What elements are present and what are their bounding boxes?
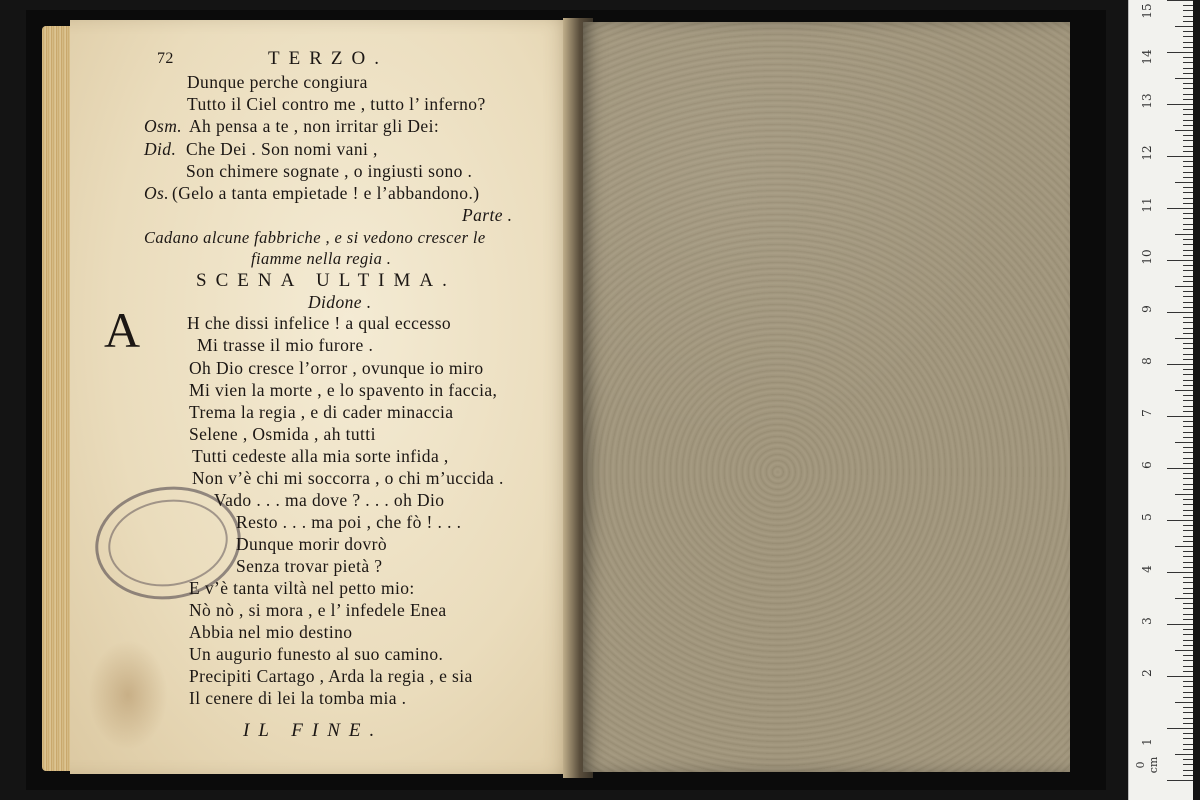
ruler-tick [1183, 47, 1193, 48]
ruler-tick [1175, 338, 1193, 339]
verse-line: (Gelo a tanta empietade ! e l’abbandono.) [172, 183, 480, 203]
verse-line: Tutto il Ciel contro me , tutto l’ inferno? [187, 94, 486, 114]
ruler-tick [1183, 21, 1193, 22]
verse-line: Selene , Osmida , ah tutti [189, 424, 376, 444]
verse-line: Che Dei . Son nomi vani , [186, 139, 378, 159]
ruler-tick [1183, 328, 1193, 329]
ruler-tick [1183, 551, 1193, 552]
ruler-tick [1183, 244, 1193, 245]
ruler-tick [1183, 31, 1193, 32]
ruler-tick [1183, 73, 1193, 74]
ruler-mark: 10 [1140, 249, 1154, 265]
ruler-tick [1175, 182, 1193, 183]
verse-line: Mi trasse il mio furore . [197, 335, 374, 355]
ruler-tick [1183, 270, 1193, 271]
ruler-tick [1183, 770, 1193, 771]
ruler-unit-label: 0 cm [1134, 756, 1160, 774]
ruler-tick [1183, 400, 1193, 401]
ruler-tick [1183, 712, 1193, 713]
page-number: 72 [157, 50, 174, 67]
ruler-tick [1175, 390, 1193, 391]
ruler-tick [1175, 130, 1193, 131]
ruler-tick [1175, 546, 1193, 547]
verse-line: Nò nò , si mora , e l’ infedele Enea [189, 600, 447, 620]
ruler-tick [1183, 707, 1193, 708]
ruler-tick [1183, 83, 1193, 84]
measurement-ruler [1128, 0, 1193, 800]
ruler-tick [1183, 265, 1193, 266]
ruler-mark: 8 [1140, 357, 1154, 365]
ruler-tick [1183, 530, 1193, 531]
ruler-tick [1183, 447, 1193, 448]
ruler-tick [1167, 728, 1193, 729]
ruler-tick [1183, 499, 1193, 500]
ruler-mark: 5 [1140, 513, 1154, 521]
ruler-tick [1183, 302, 1193, 303]
ruler-tick [1183, 556, 1193, 557]
ruler-tick [1183, 645, 1193, 646]
ruler-tick [1183, 385, 1193, 386]
ruler-tick [1167, 104, 1193, 105]
ruler-tick [1183, 229, 1193, 230]
ruler-tick [1183, 348, 1193, 349]
ruler-tick [1183, 640, 1193, 641]
speaker-osmida: Osm. [144, 116, 183, 136]
verse-line: Tutti cedeste alla mia sorte infida , [192, 446, 449, 466]
verse-line: Trema la regia , e di cader minaccia [189, 402, 454, 422]
ruler-tick [1183, 166, 1193, 167]
ruler-tick [1183, 582, 1193, 583]
ruler-tick [1167, 416, 1193, 417]
verse-line: Senza trovar pietà ? [236, 556, 383, 576]
ruler-tick [1167, 312, 1193, 313]
ruler-tick [1183, 307, 1193, 308]
ruler-tick [1183, 57, 1193, 58]
ruler-tick [1183, 686, 1193, 687]
ruler-tick [1183, 619, 1193, 620]
ruler-tick [1183, 593, 1193, 594]
ruler-tick [1183, 16, 1193, 17]
closing-line: IL FINE. [243, 720, 384, 741]
ruler-tick [1167, 260, 1193, 261]
running-head: TERZO. [268, 48, 388, 69]
ruler-tick [1183, 515, 1193, 516]
ruler-tick [1183, 671, 1193, 672]
ruler-tick [1183, 437, 1193, 438]
ruler-tick [1183, 281, 1193, 282]
ruler-mark: 11 [1140, 197, 1154, 213]
ruler-tick [1167, 52, 1193, 53]
ruler-tick [1183, 187, 1193, 188]
verse-line: Son chimere sognate , o ingiusti sono . [186, 161, 473, 181]
ruler-mark: 4 [1140, 565, 1154, 573]
ruler-tick [1183, 42, 1193, 43]
ruler-tick [1183, 458, 1193, 459]
ruler-tick [1183, 135, 1193, 136]
verse-line: H che dissi infelice ! a qual eccesso [187, 313, 452, 333]
ruler-tick [1183, 296, 1193, 297]
verse-line: Oh Dio cresce l’orror , ovunque io miro [189, 358, 484, 378]
ruler-tick [1183, 608, 1193, 609]
ruler-tick [1183, 738, 1193, 739]
ruler-tick [1183, 120, 1193, 121]
speaker-osmida-short: Os. [144, 183, 170, 203]
verse-line: E v’è tanta viltà nel petto mio: [189, 578, 415, 598]
ruler-tick [1183, 114, 1193, 115]
verse-line: Non v’è chi mi soccorra , o chi m’uccida . [192, 468, 504, 488]
ruler-tick [1183, 614, 1193, 615]
ruler-tick [1183, 94, 1193, 95]
ruler-tick [1183, 577, 1193, 578]
ruler-tick [1167, 624, 1193, 625]
ruler-tick [1183, 374, 1193, 375]
ruler-tick [1167, 0, 1193, 1]
ruler-tick [1183, 775, 1193, 776]
ruler-tick [1183, 125, 1193, 126]
ruler-mark: 14 [1140, 49, 1154, 65]
ruler-tick [1183, 10, 1193, 11]
ruler-tick [1183, 161, 1193, 162]
ruler-tick [1183, 140, 1193, 141]
ruler-tick [1183, 634, 1193, 635]
ruler-tick [1175, 598, 1193, 599]
ruler-tick [1183, 421, 1193, 422]
ruler-tick [1183, 276, 1193, 277]
ruler-tick [1183, 192, 1193, 193]
ruler-tick [1183, 317, 1193, 318]
ruler-tick [1183, 432, 1193, 433]
verse-line: Ah pensa a te , non irritar gli Dei: [189, 116, 440, 136]
ruler-tick [1167, 780, 1193, 781]
ruler-tick [1183, 203, 1193, 204]
verse-line: Mi vien la morte , e lo spavento in faccia, [189, 380, 498, 400]
drop-capital: A [104, 302, 141, 358]
ruler-tick [1183, 322, 1193, 323]
ruler-tick [1175, 494, 1193, 495]
ruler-tick [1183, 426, 1193, 427]
ruler-tick [1183, 733, 1193, 734]
ruler-tick [1183, 380, 1193, 381]
ruler-tick [1183, 88, 1193, 89]
verse-line: Il cenere di lei la tomba mia . [189, 688, 407, 708]
ruler-tick [1183, 36, 1193, 37]
verse-line: Precipiti Cartago , Arda la regia , e sia [189, 666, 473, 686]
ruler-tick [1183, 629, 1193, 630]
ruler-tick [1183, 5, 1193, 6]
ruler-tick [1183, 567, 1193, 568]
character-name: Didone . [308, 292, 372, 312]
ruler-tick [1167, 156, 1193, 157]
ruler-mark: 15 [1140, 3, 1154, 19]
ruler-tick [1175, 650, 1193, 651]
ruler-mark: 1 [1140, 738, 1154, 746]
ruler-tick [1183, 562, 1193, 563]
ruler-tick [1183, 68, 1193, 69]
ruler-tick [1183, 172, 1193, 173]
ruler-tick [1183, 291, 1193, 292]
verse-line: Dunque perche congiura [187, 72, 368, 92]
ruler-tick [1167, 572, 1193, 573]
ruler-mark: 6 [1140, 461, 1154, 469]
ruler-tick [1183, 723, 1193, 724]
ruler-tick [1183, 198, 1193, 199]
ruler-tick [1183, 697, 1193, 698]
ruler-tick [1175, 286, 1193, 287]
ruler-tick [1183, 603, 1193, 604]
ruler-tick [1183, 525, 1193, 526]
ruler-tick [1183, 406, 1193, 407]
ruler-tick [1183, 109, 1193, 110]
ruler-tick [1175, 234, 1193, 235]
page-stain [88, 640, 168, 750]
ruler-tick [1175, 754, 1193, 755]
ruler-tick [1183, 764, 1193, 765]
ruler-tick [1183, 718, 1193, 719]
ruler-mark: 12 [1140, 145, 1154, 161]
ruler-tick [1175, 78, 1193, 79]
ruler-tick [1167, 364, 1193, 365]
right-page-blank-endpaper [583, 22, 1070, 772]
stage-direction: fiamme nella regia . [251, 249, 392, 268]
ruler-tick [1183, 177, 1193, 178]
verse-line: Un augurio funesto al suo camino. [189, 644, 444, 664]
ruler-tick [1183, 655, 1193, 656]
scene-heading: SCENA ULTIMA. [196, 270, 456, 291]
ruler-tick [1183, 359, 1193, 360]
ruler-mark: 9 [1140, 305, 1154, 313]
ruler-tick [1183, 250, 1193, 251]
ruler-tick [1183, 463, 1193, 464]
ruler-tick [1183, 759, 1193, 760]
ruler-tick [1183, 151, 1193, 152]
ruler-tick [1175, 442, 1193, 443]
ruler-mark: 13 [1140, 93, 1154, 109]
ruler-tick [1183, 510, 1193, 511]
ruler-tick [1167, 520, 1193, 521]
ruler-tick [1183, 473, 1193, 474]
verse-line: Resto . . . ma poi , che fò ! . . . [236, 512, 462, 532]
ruler-tick [1183, 504, 1193, 505]
ruler-tick [1183, 660, 1193, 661]
ruler-tick [1167, 208, 1193, 209]
ruler-tick [1183, 666, 1193, 667]
ruler-tick [1183, 395, 1193, 396]
stage-direction: Cadano alcune fabbriche , e si vedono crescer le [144, 228, 486, 247]
ruler-tick [1183, 218, 1193, 219]
ruler-tick [1183, 692, 1193, 693]
ruler-tick [1183, 213, 1193, 214]
ruler-tick [1183, 146, 1193, 147]
ruler-mark: 7 [1140, 409, 1154, 417]
ruler-tick [1175, 702, 1193, 703]
ruler-mark: 2 [1140, 669, 1154, 677]
ruler-tick [1183, 343, 1193, 344]
ruler-tick [1167, 676, 1193, 677]
ruler-tick [1183, 333, 1193, 334]
ruler-tick [1183, 62, 1193, 63]
ruler-tick [1183, 255, 1193, 256]
ruler-tick [1183, 749, 1193, 750]
ruler-tick [1183, 681, 1193, 682]
stage-direction: Parte . [462, 205, 513, 225]
ruler-tick [1183, 224, 1193, 225]
ruler-tick [1167, 468, 1193, 469]
ruler-tick [1183, 588, 1193, 589]
ruler-tick [1183, 541, 1193, 542]
ruler-tick [1183, 239, 1193, 240]
ruler-tick [1183, 99, 1193, 100]
verse-line: Vado . . . ma dove ? . . . oh Dio [214, 490, 445, 510]
ruler-tick [1183, 478, 1193, 479]
ruler-tick [1183, 369, 1193, 370]
ruler-tick [1183, 744, 1193, 745]
verse-line: Abbia nel mio destino [189, 622, 353, 642]
ruler-tick [1175, 26, 1193, 27]
ruler-tick [1183, 452, 1193, 453]
ruler-tick [1183, 354, 1193, 355]
verse-line: Dunque morir dovrò [236, 534, 388, 554]
ruler-mark: 3 [1140, 617, 1154, 625]
ruler-tick [1183, 484, 1193, 485]
ruler-tick [1183, 489, 1193, 490]
ruler-tick [1183, 411, 1193, 412]
speaker-didone: Did. [144, 139, 177, 159]
ruler-tick [1183, 536, 1193, 537]
